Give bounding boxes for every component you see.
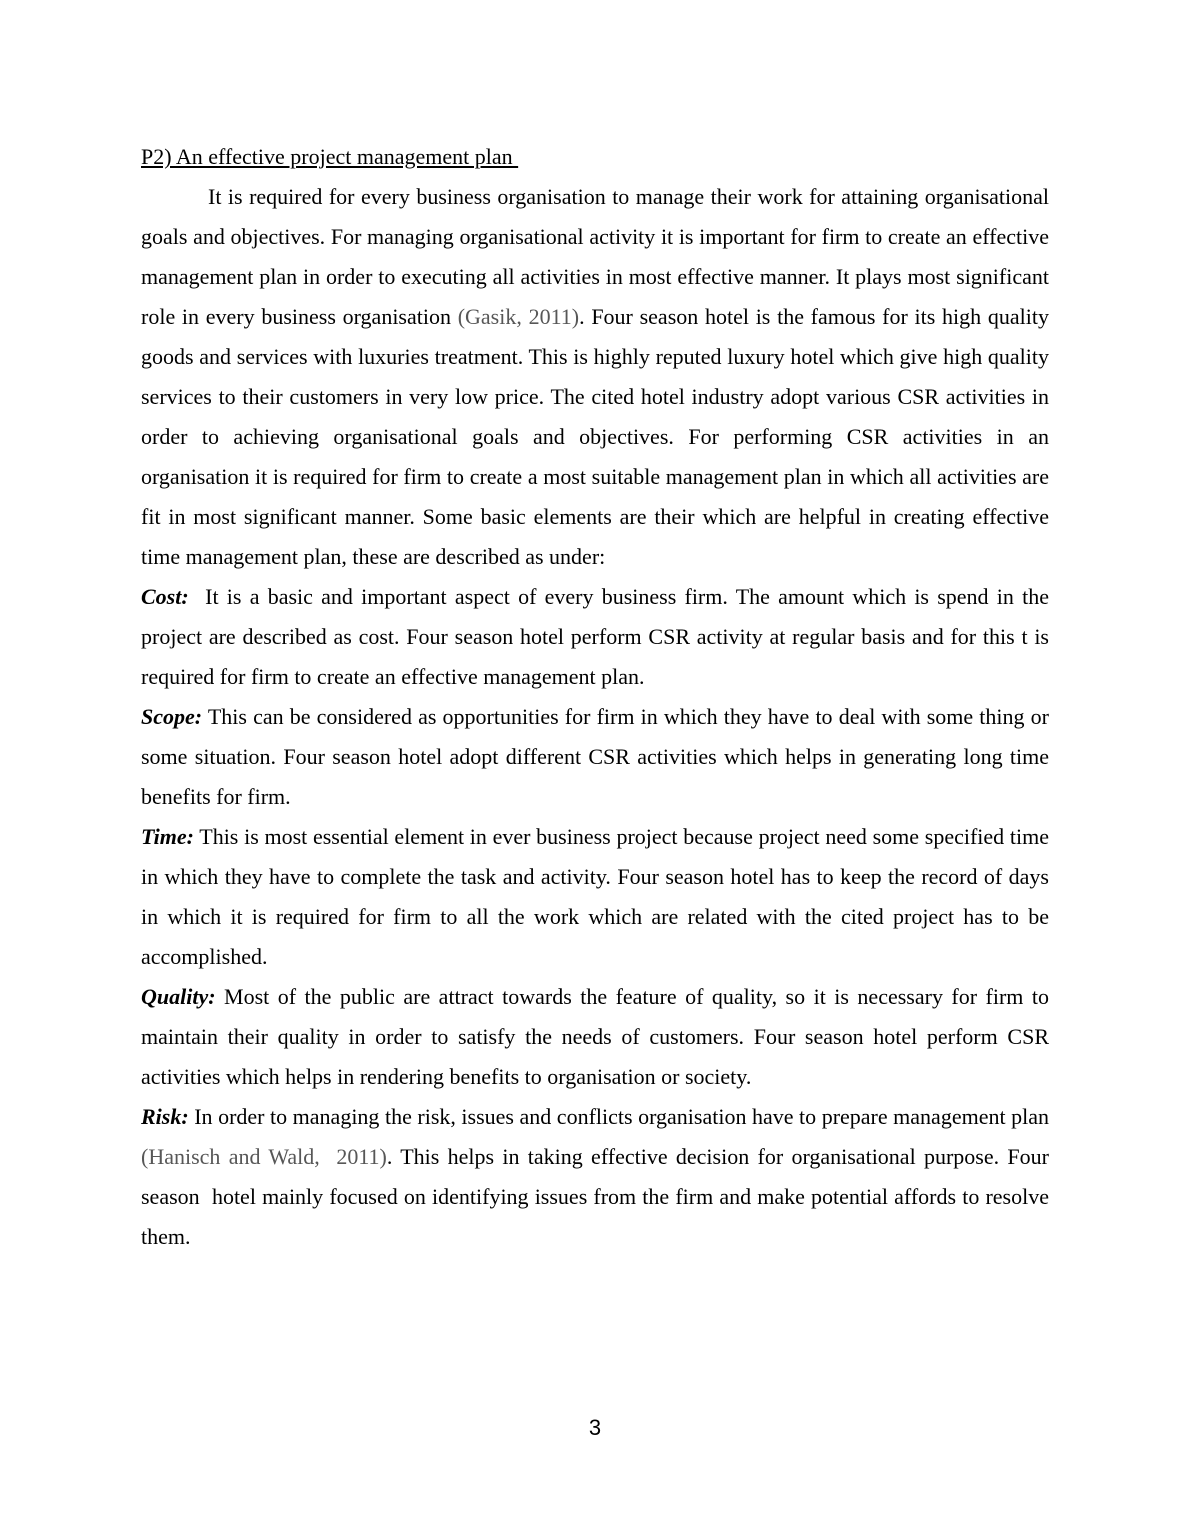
- paragraph-scope: [141, 697, 1049, 817]
- time-text: This is most essential element in ever business project because project need some specified time in which they have to complete the task and activity. Four season hotel has to keep the record of days in which it is required for firm to all the work which are related with the cited project has to be accomplished.: [141, 824, 1049, 969]
- intro-text-1: It is required for every business organisation to manage their work for attaining organisational goals and objectives. For managing organisational activity it is important for firm to create an effective management plan in order to executing all activities in most effective manner. It plays most significant role in every business organisation: [141, 184, 1049, 329]
- cost-text: It is a basic and important aspect of every business firm. The amount which is spend in the project are described as cost. Four season hotel perform CSR activity at regular basis and for this t is required for firm to create an effective management plan.: [141, 584, 1049, 689]
- scope-text: This can be considered as opportunities for firm in which they have to deal with some thing or some situation. Four season hotel adopt different CSR activities which helps in generating long time benefits for firm.: [141, 704, 1049, 809]
- quality-label: Quality:: [141, 984, 216, 1009]
- risk-text-2: . This helps in taking effective decision for organisational purpose. Four season hotel mainly focused on identifying issues from the firm and make potential affords to resolve them.: [141, 1144, 1049, 1249]
- paragraph-cost: [141, 577, 1049, 697]
- section-heading: P2) An effective project management plan: [141, 144, 519, 169]
- intro-text-2: . Four season hotel is the famous for its high quality goods and services with luxuries treatment. This is highly reputed luxury hotel which give high quality services to their customers in very low price. The cited hotel industry adopt various CSR activities in order to achieving organisational goals and objectives. For performing CSR activities in an organisation it is required for firm to create a most suitable management plan in which all activities are fit in most significant manner. Some basic elements are their which are helpful in creating effective time management plan, these are described as under:: [141, 304, 1049, 569]
- cost-label: Cost:: [141, 584, 189, 609]
- quality-text: Most of the public are attract towards the feature of quality, so it is necessary for firm to maintain their quality in order to satisfy the needs of customers. Four season hotel perform CSR activities which helps in rendering benefits to organisation or society.: [141, 984, 1049, 1089]
- page-number: 3: [588, 1415, 602, 1440]
- paragraph-quality: [141, 977, 1049, 1097]
- citation-hanisch-wald: (Hanisch and Wald, 2011): [141, 1144, 387, 1169]
- paragraph-risk: [141, 1097, 1049, 1257]
- scope-label: Scope:: [141, 704, 203, 729]
- time-label: Time:: [141, 824, 194, 849]
- risk-text-1: In order to managing the risk, issues and conflicts organisation have to prepare management plan: [188, 1104, 1049, 1129]
- paragraph-intro: [141, 177, 1049, 577]
- risk-label: Risk:: [141, 1104, 189, 1129]
- paragraph-time: [141, 817, 1049, 977]
- citation-gasik: (Gasik, 2011): [457, 304, 580, 329]
